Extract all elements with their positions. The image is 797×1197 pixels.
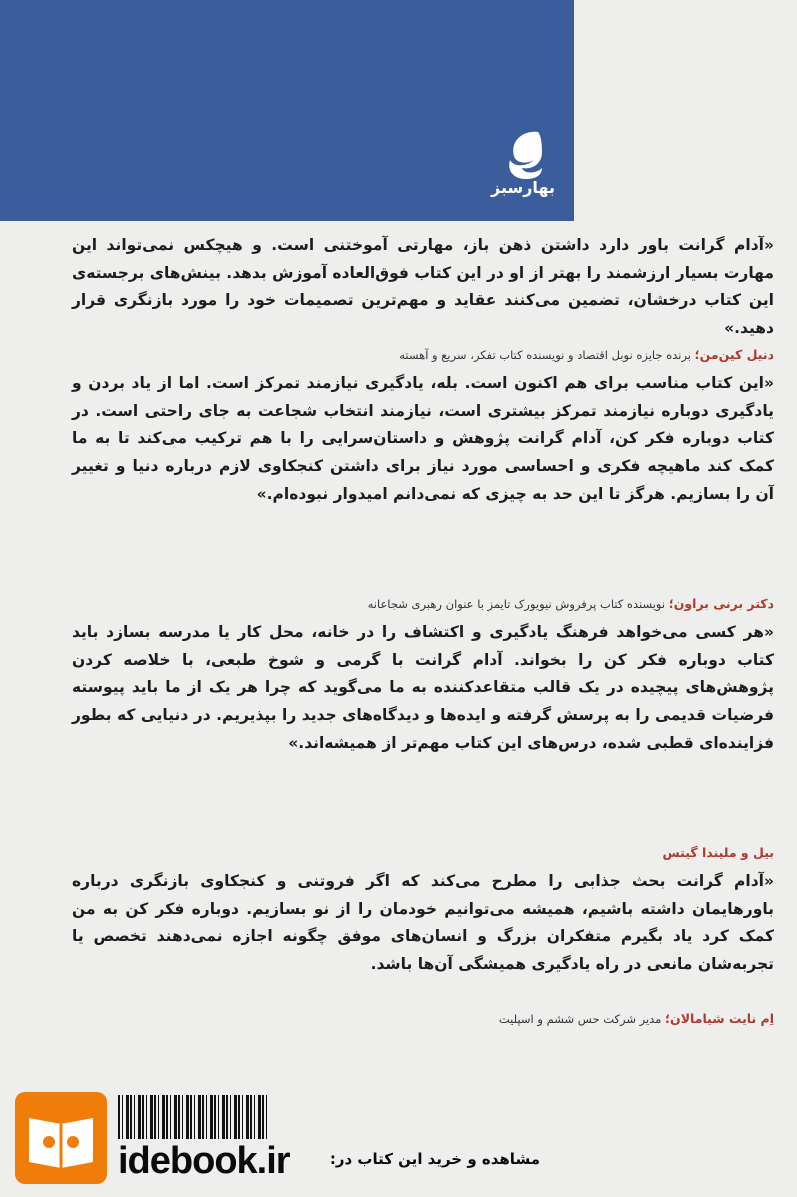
- attribution-description: مدیر شرکت حس ششم و اسپلیت: [498, 1012, 666, 1026]
- barcode: [118, 1095, 268, 1139]
- quote-text: «آدام گرانت باور دارد داشتن ذهن باز، مهارتی آموختنی است. و هیچکس نمی‌تواند این مهارت بسیار ارزشمند را بهتر از او در این کتاب فوق‌العاده آموزش بدهد. بینش‌های برجسته‌ی این کتاب درخشان، تضمین می‌کنند عقاید و مهم‌ترین تصمیمات خود را مورد بازنگری قرار دهید.»: [72, 236, 774, 338]
- cover-blue-block: [0, 0, 574, 221]
- quote-text: «آدام گرانت بحث جذابی را مطرح می‌کند که اگر فروتنی و کنجکاوی بازنگری درباره باورهایمان داشته باشیم، همیشه می‌توانیم خودمان را از نو بسازیم. دوباره فکر کن به من کمک کرد یاد بگیرم متفکران بزرگ و انسان‌های موفق چگونه اجازه نمی‌دهند تخصص یا تجربه‌شان مانعی در راه یادگیری همیشگی آن‌ها باشد.: [72, 872, 774, 974]
- quote-attribution: [72, 844, 774, 862]
- attribution-description: نویسنده کتاب پرفروش نیویورک تایمز با عنوان رهبری شجاعانه: [367, 597, 669, 611]
- attribution-name: دکتر برنی براون؛: [668, 596, 774, 611]
- endorsements: [72, 232, 774, 1034]
- idebook-book-icon[interactable]: [15, 1092, 107, 1184]
- attribution-name: دنیل کین‌من؛: [694, 347, 774, 362]
- buy-prompt: مشاهده و خرید این کتاب در:: [329, 1150, 540, 1168]
- site-link[interactable]: idebook.ir: [118, 1140, 290, 1182]
- quote-attribution: [72, 346, 774, 364]
- quote-text: «این کتاب مناسب برای هم اکنون است. بله، یادگیری نیازمند تمرکز است. اما از یاد بردن و یادگیری دوباره نیازمند تمرکز بیشتری است، نیازمند انتخاب شجاعت به جای راحتی است. در کتاب دوباره فکر کن، آدام گرانت پژوهش و داستان‌سرایی را با هم ترکیب می‌کند تا به ما کمک کند ماهیچه فکری و احساسی مورد نیاز برای داشتن کنجکاوی لازم درباره دنیا و تغییر آن را بسازیم. هرگز تا این حد به چیزی که نمی‌دانم امیدوار نبوده‌ام.»: [72, 374, 774, 503]
- quote-attribution: [72, 595, 774, 613]
- publisher-name: بهارسبز: [490, 178, 555, 197]
- attribution-name: بیل و ملیندا گیتس: [662, 845, 774, 860]
- attribution-description: برنده جایزه نوبل اقتصاد و نویسنده کتاب تفکر، سریع و آهسته: [399, 348, 695, 362]
- attribution-name: اِم نایت شیامالان؛: [665, 1011, 774, 1026]
- quote-text: «هر کسی می‌خواهد فرهنگ یادگیری و اکتشاف را در خانه، محل کار یا مدرسه بسازد باید کتاب دوباره فکر کن را بخواند. آدام گرانت با گرمی و شوخ طبعی، با خلاصه کردن پژوهش‌های پیچیده در یک قالب متقاعدکننده به ما می‌گوید که چرا هر یک از ما باید پیوسته فرضیات قدیمی را به پرسش گرفته و ایده‌ها و دیدگاه‌های جدید را بپذیریم. در دنیایی که بطور فزاینده‌ای قطبی شده، درس‌های این کتاب مهم‌تر از همیشه‌اند.»: [72, 623, 774, 752]
- quote-attribution: [72, 1010, 774, 1028]
